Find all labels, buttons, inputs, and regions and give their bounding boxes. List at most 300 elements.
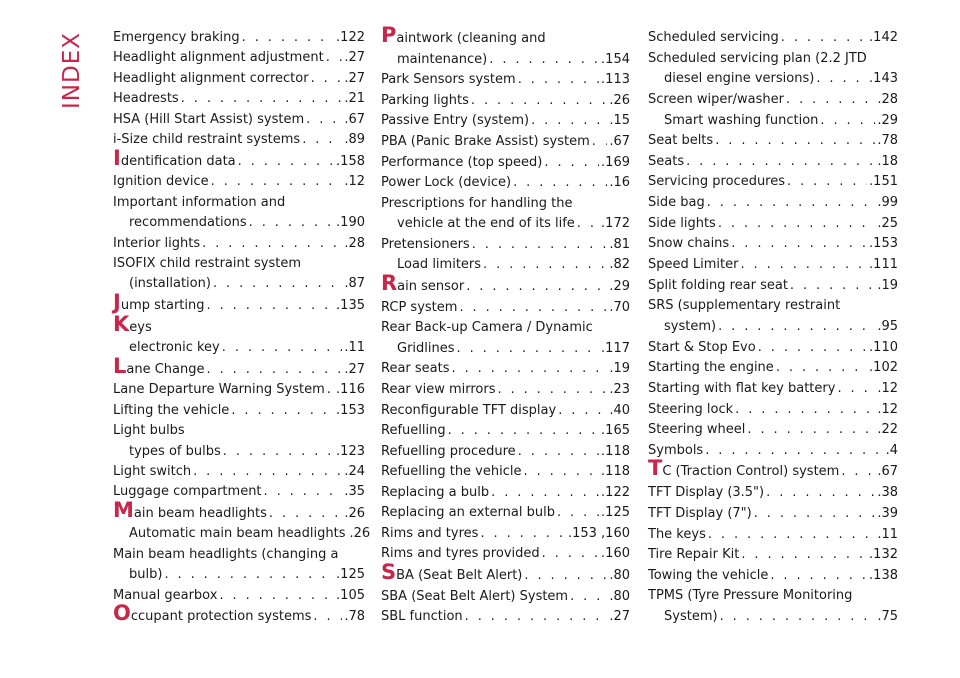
entry-title: vehicle at the end of its life: [397, 216, 575, 232]
entry-page-ref[interactable]: .172: [601, 216, 630, 232]
index-entry: [113, 48, 365, 68]
entry-title: BA (Seat Belt Alert): [396, 568, 523, 583]
leader-dots: [313, 606, 342, 628]
entry-title: Scheduled servicing: [648, 29, 779, 45]
entry-page-ref[interactable]: .38: [877, 485, 898, 501]
entry-page-ref[interactable]: .27: [609, 609, 630, 625]
entry-title: recommendations: [129, 215, 247, 231]
entry-page-ref[interactable]: .118: [601, 443, 630, 459]
leader-dots: [264, 482, 343, 502]
index-entry: [113, 462, 365, 482]
index-entry: [648, 586, 898, 627]
index-entry: [381, 194, 630, 235]
index-entry: [381, 132, 630, 153]
entry-page-ref[interactable]: .153: [336, 402, 365, 418]
entry-page-ref[interactable]: .190: [336, 215, 365, 231]
index-entry: [113, 89, 365, 109]
index-entry: [381, 483, 630, 504]
index-entry: [113, 311, 365, 339]
index-entry: [113, 353, 365, 381]
entry-title: Speed Limiter: [648, 257, 739, 273]
leader-dots: [211, 172, 343, 192]
leader-dots: [731, 234, 867, 255]
entry-page-ref[interactable]: .23: [609, 381, 630, 397]
leader-dots: [448, 421, 599, 442]
index-entry: [381, 23, 630, 70]
leader-dots: [524, 565, 607, 587]
entry-title: Split folding rear seat: [648, 277, 788, 293]
entry-page-ref[interactable]: .28: [877, 91, 898, 107]
entry-title: ain sensor: [397, 278, 465, 294]
entry-title: Screen wiper/washer: [648, 91, 784, 107]
entry-page-ref[interactable]: .4: [885, 442, 898, 458]
entry-title: Rear Back-up Camera / Dynamic: [381, 320, 593, 336]
leader-dots: [269, 503, 342, 525]
index-entry: [648, 400, 898, 421]
index-entry: [648, 172, 898, 193]
entry-title: Refuelling: [381, 423, 446, 439]
section-letter: M: [113, 497, 134, 522]
entry-title: The keys: [648, 526, 706, 542]
entry-title: Park Sensors system: [381, 72, 516, 88]
leader-dots: [841, 461, 875, 483]
entry-page-ref[interactable]: .25: [877, 215, 898, 231]
entry-title: Light bulbs: [113, 423, 185, 439]
entry-title: TPMS (Tyre Pressure Monitoring: [648, 588, 853, 604]
entry-page-ref[interactable]: .28: [344, 235, 365, 251]
index-entry: [381, 607, 630, 628]
index-entry: [648, 358, 898, 379]
entry-page-ref[interactable]: .111: [869, 257, 898, 273]
entry-title: Parking lights: [381, 92, 469, 108]
entry-title: Load limiters: [397, 257, 482, 273]
leader-dots: [747, 420, 875, 441]
index-entry: [381, 270, 630, 298]
entry-title: Tire Repair Kit: [648, 547, 740, 563]
entry-page-ref[interactable]: .122: [336, 30, 365, 45]
index-entry: [381, 560, 630, 587]
entry-title: types of bulbs: [129, 443, 221, 459]
entry-title: C (Traction Control) system: [662, 464, 840, 480]
entry-page-ref[interactable]: .26: [609, 92, 630, 108]
leader-dots: [242, 28, 334, 48]
leader-dots: [213, 274, 342, 294]
entry-title: Scheduled servicing plan (2.2 JTD: [648, 50, 867, 66]
entry-page-ref[interactable]: .80: [609, 588, 630, 604]
leader-dots: [531, 111, 607, 132]
entry-page-ref[interactable]: .16: [609, 175, 630, 191]
leader-dots: [718, 317, 875, 338]
leader-dots: [558, 401, 607, 422]
entry-title: Seat belts: [648, 133, 714, 149]
leader-dots: [715, 131, 875, 152]
entry-page-ref[interactable]: .82: [609, 257, 630, 273]
index-entry: [113, 497, 365, 525]
index-entry: [381, 91, 630, 112]
index-entry: [648, 525, 898, 546]
entry-page-ref[interactable]: .143: [869, 71, 898, 87]
entry-page-ref[interactable]: .81: [609, 236, 630, 252]
entry-page-ref[interactable]: .78: [344, 609, 365, 625]
entry-title: SRS (supplementary restraint: [648, 298, 841, 314]
entry-title: system): [664, 318, 717, 334]
leader-dots: [457, 339, 600, 360]
entry-title: diesel engine versions): [664, 71, 815, 87]
entry-page-ref[interactable]: .19: [609, 361, 630, 377]
entry-title: Rear view mirrors: [381, 381, 496, 397]
leader-dots: [223, 442, 334, 462]
entry-title: Snow chains: [648, 236, 730, 252]
entry-title: maintenance): [397, 51, 488, 67]
leader-dots: [497, 380, 607, 401]
entry-title: Symbols: [648, 442, 704, 458]
entry-title: Power Lock (device): [381, 175, 512, 191]
entry-title: Smart washing function: [664, 112, 819, 128]
index-entry: [113, 110, 365, 130]
entry-page-ref[interactable]: .29: [609, 278, 630, 294]
entry-page-ref[interactable]: .165: [601, 423, 630, 439]
entry-title: Rims and tyres: [381, 525, 479, 541]
entry-page-ref[interactable]: .11: [344, 340, 365, 356]
entry-page-ref[interactable]: .35: [344, 484, 365, 500]
index-entry: [113, 421, 365, 441]
leader-dots: [787, 172, 867, 193]
entry-title: Manual gearbox: [113, 587, 218, 603]
entry-title: electronic key: [129, 340, 220, 356]
entry-title: eys: [129, 319, 152, 335]
entry-title: ump starting: [120, 297, 205, 313]
index-entry: [113, 172, 365, 192]
leader-dots: [193, 462, 342, 482]
entry-page-ref[interactable]: .151: [869, 174, 898, 190]
index-entry: [113, 601, 365, 628]
entry-title: dentification data: [120, 153, 236, 169]
leader-dots: [202, 234, 342, 254]
side-index-title: INDEX: [59, 32, 85, 109]
index-column-1: [113, 28, 371, 628]
leader-dots: [592, 132, 608, 153]
entry-page-ref[interactable]: .142: [869, 29, 898, 45]
entry-page-ref[interactable]: .27: [344, 50, 365, 66]
entry-title: aintwork (cleaning and: [396, 31, 546, 46]
index-entry: [648, 111, 898, 132]
entry-page-ref[interactable]: .154: [601, 51, 630, 67]
index-entry: [648, 420, 898, 441]
entry-title: Refuelling the vehicle: [381, 464, 522, 480]
entry-page-ref[interactable]: .12: [877, 401, 898, 417]
index-entry: [381, 298, 630, 319]
entry-title: TFT Display (3.5"): [648, 485, 765, 501]
entry-page-ref[interactable]: .80: [609, 568, 630, 583]
index-entry: [381, 70, 630, 91]
entry-page-ref[interactable]: .118: [601, 464, 630, 480]
leader-dots: [207, 295, 335, 317]
entry-page-ref[interactable]: .19: [877, 277, 898, 293]
leader-dots: [735, 400, 875, 421]
entry-page-ref[interactable]: .125: [601, 505, 630, 521]
entry-title: Servicing procedures: [648, 174, 786, 190]
section-letter: O: [113, 601, 131, 626]
entry-title: Side bag: [648, 195, 705, 211]
section-letter: S: [381, 560, 397, 584]
entry-page-ref[interactable]: .11: [877, 526, 898, 542]
index-entry: [648, 131, 898, 152]
index-entry: [381, 442, 630, 463]
entry-title: Reconfigurable TFT display: [381, 402, 557, 418]
entry-title: Emergency braking: [113, 30, 240, 45]
entry-title: SBL function: [381, 609, 463, 625]
entry-page-ref[interactable]: .24: [344, 463, 365, 479]
entry-page-ref[interactable]: .160: [601, 546, 630, 562]
entry-title: Light switch: [113, 463, 192, 479]
leader-dots: [557, 503, 599, 524]
entry-page-ref[interactable]: .99: [877, 195, 898, 211]
entry-title: Refuelling procedure: [381, 443, 516, 459]
index-entry: [113, 254, 365, 295]
index-column-3: [648, 28, 898, 628]
leader-dots: [741, 545, 867, 566]
entry-page-ref[interactable]: .122: [601, 484, 630, 500]
leader-dots: [708, 525, 875, 546]
entry-page-ref[interactable]: .26: [349, 526, 371, 542]
entry-title: Lifting the vehicle: [113, 402, 230, 418]
entry-page-ref[interactable]: .135: [336, 297, 365, 313]
leader-dots: [164, 565, 334, 585]
leader-dots: [718, 214, 875, 235]
entry-title: Main beam headlights (changing a: [113, 546, 339, 562]
index-entry: [113, 145, 365, 173]
entry-page-ref[interactable]: .113: [601, 72, 630, 88]
index-entry: [648, 276, 898, 297]
index-entry: [381, 235, 630, 256]
index-entry: [381, 380, 630, 401]
leader-dots: [786, 90, 875, 111]
entry-title: Starting the engine: [648, 360, 774, 376]
entry-page-ref[interactable]: .117: [601, 340, 630, 356]
index-entry: [648, 296, 898, 337]
index-entry: [648, 152, 898, 173]
leader-dots: [452, 359, 608, 380]
leader-dots: [311, 69, 343, 89]
entry-title: Automatic main beam headlights: [129, 526, 346, 542]
leader-dots: [720, 607, 876, 628]
leader-dots: [326, 48, 343, 68]
entry-page-ref[interactable]: .169: [601, 154, 630, 170]
leader-dots: [524, 462, 600, 483]
entry-page-ref[interactable]: .110: [869, 339, 898, 355]
index-entry: [648, 214, 898, 235]
leader-dots: [754, 504, 876, 525]
entry-page-ref[interactable]: .95: [877, 318, 898, 334]
entry-page-ref[interactable]: .22: [877, 422, 898, 438]
index-entry: [648, 234, 898, 255]
leader-dots: [327, 380, 334, 400]
entry-page-ref[interactable]: .132: [869, 547, 898, 563]
index-entry: [113, 401, 365, 421]
entry-page-ref[interactable]: .138: [869, 567, 898, 583]
index-entry: [381, 524, 630, 545]
entry-title: TFT Display (7"): [648, 505, 752, 521]
entry-page-ref[interactable]: .29: [877, 112, 898, 128]
index-entry: [113, 545, 365, 586]
index-entry: [648, 49, 898, 90]
entry-page-ref[interactable]: .40: [609, 402, 630, 418]
index-entry: [381, 318, 630, 359]
leader-dots: [480, 524, 566, 545]
entry-title: Luggage compartment: [113, 484, 262, 500]
entry-page-ref[interactable]: .67: [877, 464, 898, 480]
leader-dots: [686, 152, 875, 173]
leader-dots: [513, 173, 607, 194]
entry-title: System): [664, 609, 718, 625]
entry-page-ref[interactable]: .12: [877, 380, 898, 396]
leader-dots: [790, 276, 875, 297]
entry-page-ref[interactable]: .39: [877, 505, 898, 521]
entry-title: Rear seats: [381, 361, 450, 377]
entry-title: Replacing an external bulb: [381, 505, 555, 521]
leader-dots: [472, 235, 608, 256]
entry-title: Interior lights: [113, 235, 201, 251]
leader-dots: [740, 255, 867, 276]
leader-dots: [491, 483, 599, 504]
entry-title: Steering lock: [648, 401, 734, 417]
index-column-2: [381, 23, 630, 628]
entry-title: Steering wheel: [648, 422, 746, 438]
index-entry: [648, 504, 898, 525]
index-entry: [381, 503, 630, 524]
entry-page-ref[interactable]: .125: [336, 567, 365, 583]
index-entry: [381, 462, 630, 483]
entry-title: Headrests: [113, 91, 179, 107]
leader-dots: [471, 91, 607, 112]
section-letter: P: [381, 23, 397, 47]
entry-title: Gridlines: [397, 340, 455, 356]
index-entry: [648, 483, 898, 504]
entry-title: Performance (top speed): [381, 154, 543, 170]
index-entry: [113, 380, 365, 400]
entry-page-ref[interactable]: .12: [344, 174, 365, 190]
entry-page-ref[interactable]: .15: [609, 113, 630, 129]
leader-dots: [542, 544, 599, 565]
leader-dots: [466, 276, 607, 298]
section-letter: J: [113, 289, 121, 314]
leader-dots: [231, 401, 334, 421]
entry-page-ref[interactable]: .27: [344, 70, 365, 86]
entry-title: HSA (Hill Start Assist) system: [113, 111, 305, 127]
index-entry: [648, 193, 898, 214]
leader-dots: [570, 587, 607, 608]
entry-title: ain beam headlights: [133, 505, 267, 521]
leader-dots: [816, 69, 867, 90]
leader-dots: [707, 193, 876, 214]
entry-page-ref[interactable]: .158: [336, 153, 365, 169]
leader-dots: [207, 359, 343, 381]
entry-page-ref[interactable]: .87: [344, 276, 365, 292]
leader-dots: [781, 28, 867, 49]
entry-title: Start & Stop Evo: [648, 339, 756, 355]
entry-title: (installation): [129, 276, 211, 292]
index-entry: [648, 28, 898, 49]
entry-page-ref[interactable]: .89: [344, 132, 365, 148]
index-entry: [381, 587, 630, 608]
entry-page-ref[interactable]: .78: [877, 133, 898, 149]
entry-title: ISOFIX child restraint system: [113, 256, 301, 271]
leader-dots: [766, 483, 875, 504]
leader-dots: [758, 338, 867, 359]
entry-page-ref[interactable]: .75: [877, 609, 898, 625]
leader-dots: [518, 442, 599, 463]
leader-dots: [465, 607, 608, 628]
leader-dots: [459, 298, 607, 319]
leader-dots: [489, 50, 599, 71]
leader-dots: [222, 338, 343, 358]
entry-page-ref[interactable]: .116: [336, 382, 365, 398]
index-entry: [113, 193, 365, 234]
entry-title: ane Change: [126, 361, 205, 377]
index-entry: [381, 359, 630, 380]
entry-title: PBA (Panic Brake Assist) system: [381, 134, 590, 149]
entry-title: Side lights: [648, 215, 716, 231]
entry-page-ref[interactable]: .153: [869, 236, 898, 252]
section-letter: K: [113, 311, 130, 336]
leader-dots: [577, 214, 599, 235]
leader-dots: [837, 379, 875, 400]
index-entry: [648, 255, 898, 276]
index-entry: [381, 173, 630, 194]
entry-title: Lane Departure Warning System: [113, 382, 325, 398]
entry-page-ref[interactable]: .123: [336, 443, 365, 459]
index-entry: [648, 545, 898, 566]
entry-page-ref[interactable]: .21: [344, 91, 365, 107]
index-entry: [648, 90, 898, 111]
index-entry: [113, 69, 365, 89]
index-entry: [381, 401, 630, 422]
entry-title: ccupant protection systems: [130, 609, 312, 625]
entry-title: i-Size child restraint systems: [113, 132, 301, 148]
index-entry: [381, 153, 630, 174]
leader-dots: [302, 130, 342, 150]
entry-title: Seats: [648, 153, 685, 169]
entry-page-ref[interactable]: .67: [609, 134, 630, 149]
entry-page-ref[interactable]: .102: [869, 360, 898, 376]
entry-title: Starting with flat key battery: [648, 380, 836, 396]
leader-dots: [483, 255, 607, 276]
entry-title: Prescriptions for handling the: [381, 195, 573, 211]
entry-title: Important information and: [113, 194, 286, 210]
index-entry: [113, 28, 365, 48]
index-entry: [648, 456, 898, 483]
entry-page-ref[interactable]: .67: [344, 111, 365, 127]
leader-dots: [249, 213, 334, 233]
entry-page-ref[interactable]: .105: [336, 587, 365, 603]
section-letter: I: [113, 145, 121, 170]
entry-title: Headlight alignment adjustment: [113, 50, 324, 66]
leader-dots: [238, 151, 334, 173]
leader-dots: [518, 70, 599, 91]
entry-title: Headlight alignment corrector: [113, 70, 309, 86]
entry-page-ref[interactable]: .27: [344, 361, 365, 377]
entry-title: bulb): [129, 567, 163, 583]
index-entry: [381, 421, 630, 442]
entry-page-ref[interactable]: .70: [609, 299, 630, 315]
entry-page-ref[interactable]: .18: [877, 153, 898, 169]
index-entry: [381, 111, 630, 132]
entry-title: Passive Entry (system): [381, 113, 530, 129]
entry-page-ref[interactable]: .153 ,160: [567, 525, 630, 541]
entry-title: Replacing a bulb: [381, 484, 490, 500]
index-entry: [113, 524, 371, 544]
entry-page-ref[interactable]: .26: [344, 505, 365, 521]
